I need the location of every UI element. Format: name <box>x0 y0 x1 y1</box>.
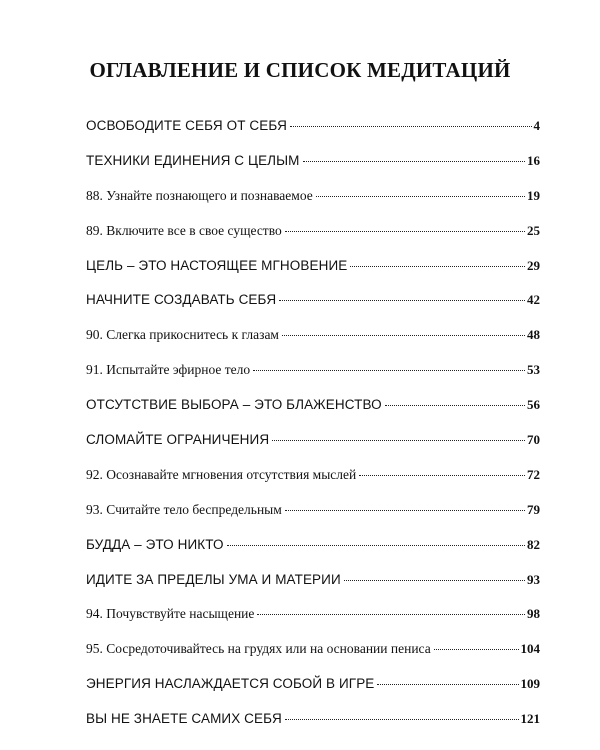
toc-entry[interactable] <box>86 188 540 223</box>
toc-entry-page: 82 <box>527 536 540 552</box>
toc-entry-label: 89. Включите все в свое существо <box>86 222 282 238</box>
toc-entry-page: 79 <box>527 501 540 517</box>
page-title: ОГЛАВЛЕНИЕ И СПИСОК МЕДИТАЦИЙ <box>89 58 511 82</box>
toc-entry[interactable] <box>86 432 540 467</box>
toc-entry-page: 25 <box>527 222 540 238</box>
toc-entry[interactable] <box>86 327 540 362</box>
toc-entry[interactable] <box>86 258 540 293</box>
toc-entry[interactable] <box>86 641 540 676</box>
dot-leader <box>227 545 525 546</box>
toc-entry-page: 29 <box>527 257 540 273</box>
dot-leader <box>285 510 525 511</box>
dot-leader <box>359 475 525 476</box>
dot-leader <box>350 266 525 267</box>
toc-entry-page: 72 <box>527 466 540 482</box>
dot-leader <box>272 440 525 441</box>
toc-entry[interactable] <box>86 676 540 711</box>
toc-entry-label: ТЕХНИКИ ЕДИНЕНИЯ С ЦЕЛЫМ <box>86 152 300 168</box>
toc-entry[interactable] <box>86 397 540 432</box>
toc-entry-label: 90. Слегка прикоснитесь к глазам <box>86 327 279 343</box>
toc-entry-page: 104 <box>520 641 540 657</box>
toc-entry-label: ЭНЕРГИЯ НАСЛАЖДАЕТСЯ СОБОЙ В ИГРЕ <box>86 676 375 692</box>
toc-entry-page: 4 <box>533 118 540 133</box>
toc-entry-label: СЛОМАЙТЕ ОГРАНИЧЕНИЯ <box>86 432 270 448</box>
toc-entry-page: 19 <box>527 187 540 203</box>
toc-entry-label: ОТСУТСТВИЕ ВЫБОРА – ЭТО БЛАЖЕНСТВО <box>86 397 382 413</box>
dot-leader <box>385 405 525 406</box>
dot-leader <box>285 719 519 720</box>
toc-entry-page: 42 <box>527 292 540 308</box>
toc-entry-label: 94. Почувствуйте насыщение <box>86 606 255 622</box>
toc-entry-label: 93. Считайте тело беспредельным <box>86 501 282 517</box>
table-of-contents <box>86 118 540 746</box>
dot-leader <box>377 684 518 685</box>
toc-entry-page: 53 <box>527 362 540 378</box>
toc-entry-page: 70 <box>527 432 540 448</box>
toc-entry[interactable] <box>86 362 540 397</box>
toc-entry-label: 88. Узнайте познающего и познаваемое <box>86 187 313 203</box>
toc-entry[interactable] <box>86 606 540 641</box>
dot-leader <box>344 580 525 581</box>
toc-entry-label: НАЧНИТЕ СОЗДАВАТЬ СЕБЯ <box>86 292 277 308</box>
toc-entry-page: 16 <box>527 152 540 168</box>
toc-entry-page: 109 <box>520 676 540 692</box>
toc-entry[interactable] <box>86 153 540 188</box>
dot-leader <box>434 649 519 650</box>
dot-leader <box>282 335 525 336</box>
toc-entry-page: 48 <box>527 327 540 343</box>
toc-entry[interactable] <box>86 223 540 258</box>
dot-leader <box>253 370 525 371</box>
toc-entry-label: ЦЕЛЬ – ЭТО НАСТОЯЩЕЕ МГНОВЕНИЕ <box>86 257 348 273</box>
toc-entry-page: 98 <box>527 606 540 622</box>
toc-entry-label: БУДДА – ЭТО НИКТО <box>86 536 224 552</box>
toc-entry-page: 56 <box>527 397 540 413</box>
dot-leader <box>285 231 525 232</box>
toc-entry[interactable] <box>86 537 540 572</box>
toc-entry-label: ИДИТЕ ЗА ПРЕДЕЛЫ УМА И МАТЕРИИ <box>86 571 341 587</box>
dot-leader <box>279 300 525 301</box>
toc-entry-label: 91. Испытайте эфирное тело <box>86 362 251 378</box>
toc-entry[interactable] <box>86 572 540 607</box>
toc-entry[interactable] <box>86 118 540 153</box>
toc-entry-label: 95. Сосредоточивайтесь на грудях или на основании пениса <box>86 641 431 657</box>
toc-entry-page: 121 <box>520 711 540 727</box>
dot-leader <box>257 614 525 615</box>
toc-entry-label: 92. Осознавайте мгновения отсутствия мыслей <box>86 466 357 482</box>
dot-leader <box>303 161 525 162</box>
dot-leader <box>290 126 531 127</box>
toc-entry[interactable] <box>86 292 540 327</box>
toc-entry[interactable] <box>86 502 540 537</box>
toc-entry-page: 93 <box>527 571 540 587</box>
toc-entry[interactable] <box>86 711 540 746</box>
toc-entry-label: ВЫ НЕ ЗНАЕТЕ САМИХ СЕБЯ <box>86 711 282 727</box>
toc-entry[interactable] <box>86 467 540 502</box>
toc-entry-label: ОСВОБОДИТЕ СЕБЯ ОТ СЕБЯ <box>86 118 288 133</box>
dot-leader <box>316 196 525 197</box>
